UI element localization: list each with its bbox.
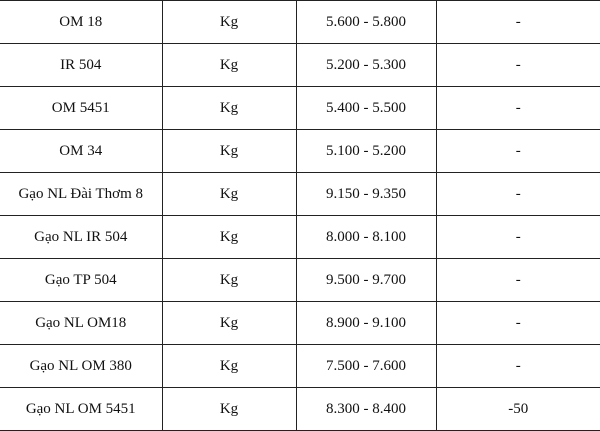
unit-cell: Kg (162, 388, 296, 431)
table-row (0, 44, 600, 87)
table-row (0, 1, 600, 44)
unit-cell: Kg (162, 87, 296, 130)
table-row (0, 87, 600, 130)
unit-cell: Kg (162, 173, 296, 216)
price-change-cell: - (436, 345, 600, 388)
price-range-cell: 5.100 - 5.200 (296, 130, 436, 173)
price-range-cell: 5.200 - 5.300 (296, 44, 436, 87)
product-name-cell: Gạo NL OM 380 (0, 345, 162, 388)
price-range-cell: 5.600 - 5.800 (296, 1, 436, 44)
price-change-cell: -50 (436, 388, 600, 431)
price-change-cell: - (436, 259, 600, 302)
product-name-cell: OM 5451 (0, 87, 162, 130)
product-name-cell: Gạo NL OM 5451 (0, 388, 162, 431)
price-range-cell: 9.500 - 9.700 (296, 259, 436, 302)
price-range-cell: 8.900 - 9.100 (296, 302, 436, 345)
table-row (0, 388, 600, 431)
unit-cell: Kg (162, 259, 296, 302)
price-change-cell: - (436, 216, 600, 259)
price-range-cell: 8.000 - 8.100 (296, 216, 436, 259)
table-row (0, 130, 600, 173)
price-range-cell: 9.150 - 9.350 (296, 173, 436, 216)
price-change-cell: - (436, 302, 600, 345)
unit-cell: Kg (162, 130, 296, 173)
price-range-cell: 7.500 - 7.600 (296, 345, 436, 388)
product-name-cell: Gạo NL IR 504 (0, 216, 162, 259)
table-row (0, 345, 600, 388)
table-row (0, 173, 600, 216)
product-name-cell: Gạo NL OM18 (0, 302, 162, 345)
unit-cell: Kg (162, 216, 296, 259)
price-change-cell: - (436, 87, 600, 130)
product-name-cell: Gạo TP 504 (0, 259, 162, 302)
unit-cell: Kg (162, 345, 296, 388)
unit-cell: Kg (162, 1, 296, 44)
product-name-cell: OM 18 (0, 1, 162, 44)
product-name-cell: Gạo NL Đài Thơm 8 (0, 173, 162, 216)
price-change-cell: - (436, 173, 600, 216)
table-row (0, 259, 600, 302)
price-range-cell: 5.400 - 5.500 (296, 87, 436, 130)
price-range-cell: 8.300 - 8.400 (296, 388, 436, 431)
product-name-cell: OM 34 (0, 130, 162, 173)
table-row (0, 302, 600, 345)
unit-cell: Kg (162, 44, 296, 87)
table-row (0, 216, 600, 259)
price-change-cell: - (436, 44, 600, 87)
product-name-cell: IR 504 (0, 44, 162, 87)
price-change-cell: - (436, 130, 600, 173)
unit-cell: Kg (162, 302, 296, 345)
price-change-cell: - (436, 1, 600, 44)
